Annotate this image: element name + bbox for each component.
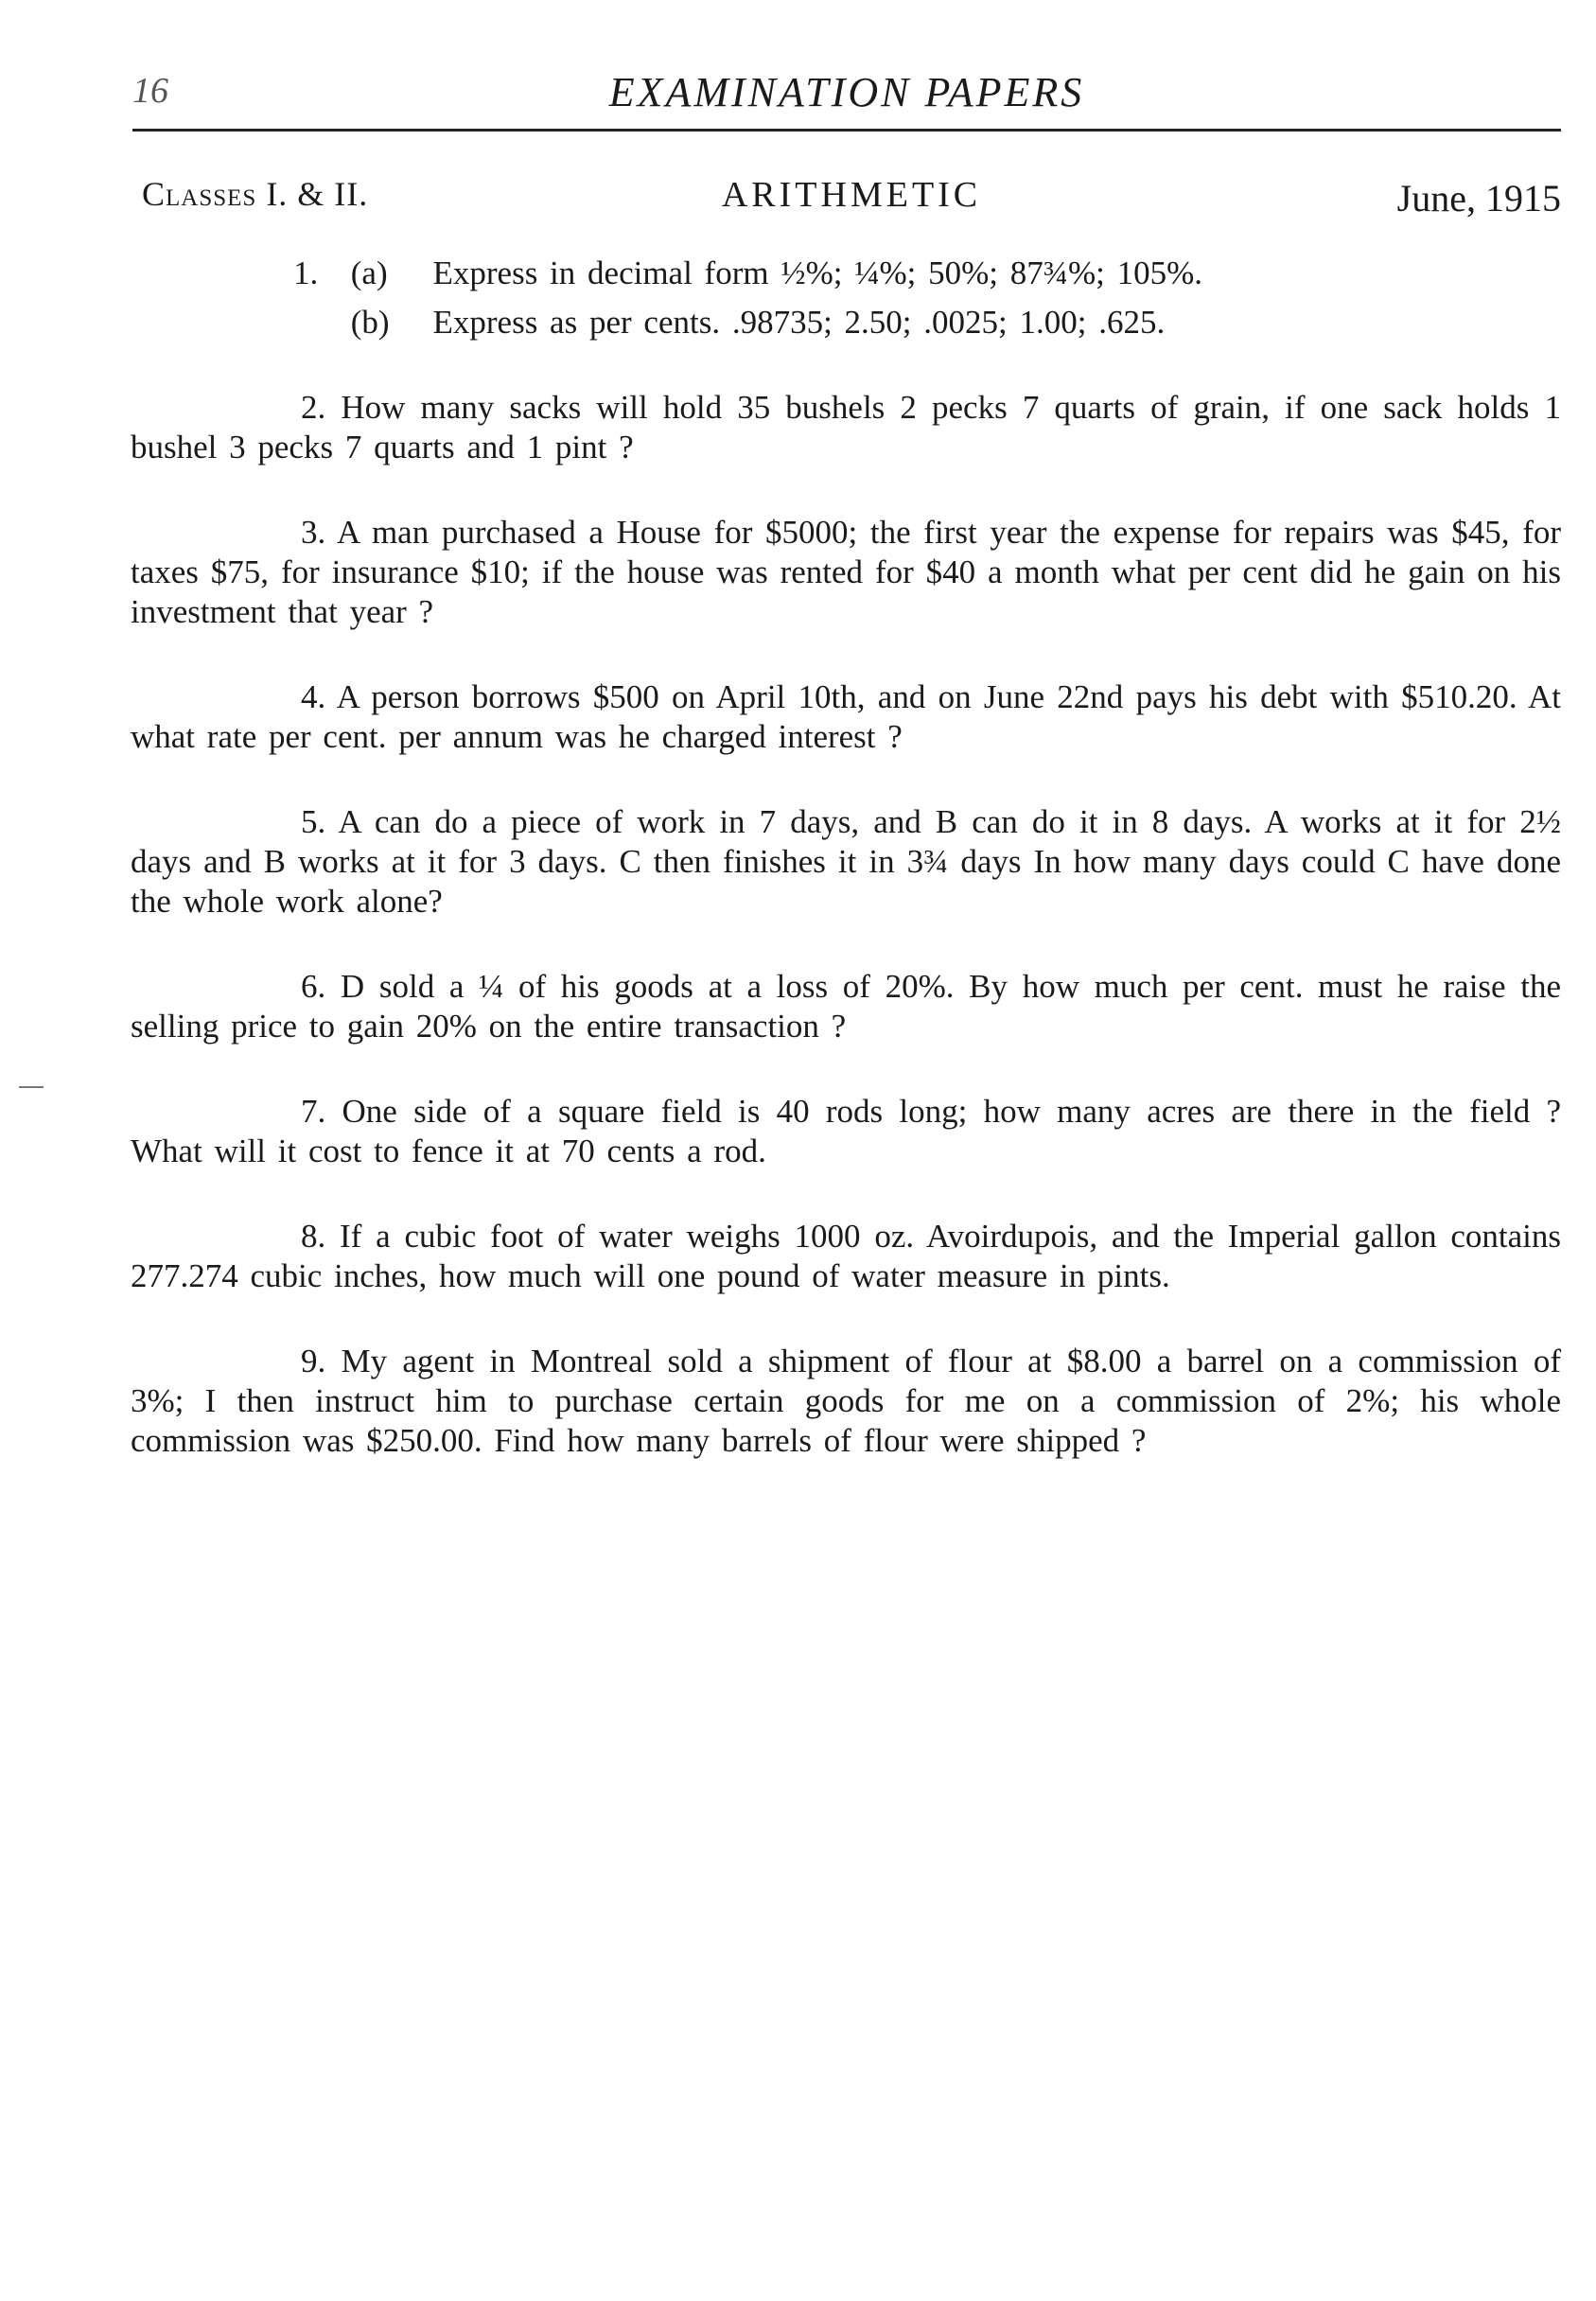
question-text: A person borrows $500 on April 10th, and on June 22nd pays his debt with $510.20. At what rate per cent. per annum was he charged interest ? bbox=[131, 678, 1561, 755]
page-number: 16 bbox=[132, 71, 168, 111]
header-rule bbox=[132, 129, 1561, 132]
question-1a bbox=[131, 254, 1561, 293]
running-title: EXAMINATION PAPERS bbox=[608, 69, 1085, 115]
question-text: D sold a ¼ of his goods at a loss of 20%. By how much per cent. must he raise the selling price to gain 20% on the entire transaction ? bbox=[131, 968, 1562, 1045]
question-number: 4. bbox=[301, 678, 326, 715]
question-text: My agent in Montreal sold a shipment of flour at $8.00 a barrel on a commission of 3%; I then instruct him to purchase certain goods for me on a commission of 2%; his whole commission was $250.00. Find how many barrels of flour were shipped ? bbox=[131, 1343, 1562, 1459]
question-number: 1. bbox=[293, 255, 319, 291]
question-3 bbox=[131, 513, 1561, 632]
question-text: How many sacks will hold 35 bushels 2 pecks 7 quarts of grain, if one sack holds 1 bushel 3 pecks 7 quarts and 1 pint ? bbox=[131, 389, 1561, 465]
part-label: (b) bbox=[350, 304, 390, 341]
subject-title: ARITHMETIC bbox=[721, 175, 982, 215]
question-list bbox=[131, 254, 1561, 1506]
question-number: 5. bbox=[301, 803, 326, 840]
exam-header bbox=[142, 170, 1561, 221]
exam-date: June, 1915 bbox=[1396, 177, 1561, 220]
question-1b bbox=[131, 303, 1561, 343]
question-number: 8. bbox=[301, 1218, 326, 1255]
question-number: 7. bbox=[301, 1093, 326, 1130]
part-label: (a) bbox=[350, 255, 388, 291]
question-text: Express in decimal form ½%; ¼%; 50%; 87¾%; 105%. bbox=[432, 255, 1203, 291]
question-text: Express as per cents. .98735; 2.50; .0025; 1.00; .625. bbox=[432, 304, 1166, 341]
margin-mark bbox=[19, 1086, 44, 1088]
question-number: 9. bbox=[301, 1343, 326, 1379]
question-number: 6. bbox=[301, 968, 326, 1005]
question-number: 3. bbox=[301, 514, 326, 551]
question-text: A can do a piece of work in 7 days, and B can do it in 8 days. A works at it for 2½ days and B works at it for 3 days. C then finishes it in 3¾ days In how many days could C have done the whole work alone? bbox=[131, 803, 1561, 920]
classes-label: Classes I. & II. bbox=[142, 175, 369, 213]
question-7 bbox=[131, 1092, 1561, 1171]
running-head bbox=[132, 68, 1561, 125]
question-5 bbox=[131, 802, 1561, 922]
question-text: If a cubic foot of water weighs 1000 oz. Avoirdupois, and the Imperial gallon contains 277.274 cubic inches, how much will one pound of water measure in pints. bbox=[131, 1218, 1561, 1294]
question-8 bbox=[131, 1217, 1561, 1296]
question-6 bbox=[131, 967, 1561, 1046]
question-2 bbox=[131, 388, 1561, 467]
question-text: One side of a square field is 40 rods long; how many acres are there in the field ? What will it cost to fence it at 70 cents a rod. bbox=[131, 1093, 1562, 1169]
question-text: A man purchased a House for $5000; the first year the expense for repairs was $45, for taxes $75, for insurance $10; if the house was rented for $40 a month what per cent did he gain on his investment that year ? bbox=[131, 514, 1562, 630]
question-number: 2. bbox=[301, 389, 326, 426]
question-9 bbox=[131, 1342, 1561, 1461]
question-4 bbox=[131, 677, 1561, 757]
